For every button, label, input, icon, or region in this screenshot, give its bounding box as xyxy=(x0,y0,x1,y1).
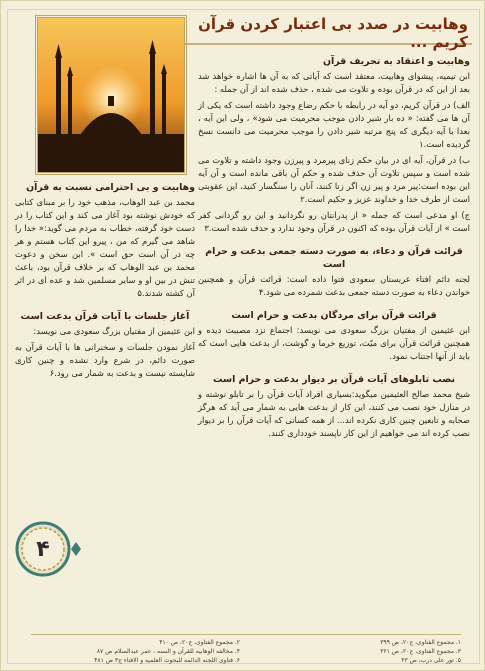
section-tahrif xyxy=(198,55,470,235)
paragraph: الف) در قرآن کریم، دو آیه در رابطه با حکم رضاع وجود داشته است که یکی از آن ها می گفته: « ده بار شیر دادن موجب محرمیت می شود» ، ولی این آیه ، بعدا با آیه دیگری که پنج مرتبه شیر دادن را موجب محرمیت می دانست نسخ گردیده است.۱ xyxy=(198,100,470,149)
footnote: ۱. مجموع الفتاوی، ج۲۰، ص ۳۹۹ xyxy=(380,639,461,646)
paragraph: ابن عثیمین از مفتیان بزرگ سعودی می نویسد: اجتماع نزد مصیبت دیده و همچنین قرائت قرآن برای میّت، توزیع خرما و گوشت، از بدعت هایی است که باید از آنها اجتناب نمود. xyxy=(198,325,470,361)
footnote: ۲. مجموع الفتاوی، ج۲۰، ص ۴۱۰ xyxy=(159,639,240,646)
paragraph: محمد بن عبد الوهاب، مذهب خود را بر مبنای کتابی که خودش نوشته بود آغاز می کند و این کتاب را در دست خود گرفته، خطاب به مردم می گوید:« خدا را شاهد می گیرم که من ، پیرو این کتاب هستم و هر چه در آن است حق است ». ابن سخن و دعوت محمد بن عبد الوهاب که بر خلاف قرآن بود، باعث تنش در بین او و سایر مسلمین شد و عده ای در اثر آن کشته شدند.۵ xyxy=(15,197,195,298)
section-heading: قرائت قرآن و دعاء، به صورت دسته جمعی بدعت و حرام است xyxy=(205,246,463,270)
paragraph: لجنه دائم افتاء عربستان سعودی فتوا داده است: قرائت قرآن و همچنین خواندن دعاء به صورت دسته جمعی بدعت شمرده می شود.۴ xyxy=(198,274,470,297)
footnote: ۶. فتاوی اللجنه الدائمه للبحوث العلمیه و الافتاء ج۳ ص ۴۸۱ xyxy=(94,657,240,664)
paragraph: ج) او مدعی است که جمله « از پدرانتان رو نگردانید و این رو گردانی کفر است » از آیات قرآن بوده که اکنون در قرآن وجود ندارد و حذف شده است.۳ xyxy=(198,210,470,233)
paragraph: آغاز نمودن جلسات و سخنرانی ها با آیات قرآن به صورت دائم، در شرع وارد نشده و چنین کاری شایسته نیست و بدعت به شمار می رود.۶ xyxy=(15,342,195,378)
section-heading: وهابیت و بی احترامی نسبت به قرآن xyxy=(26,182,195,193)
section-heading: نصب تابلوهای آیات قرآن بر دیوار بدعت و حرام است xyxy=(212,374,456,385)
footnotes xyxy=(31,634,461,664)
section-recitation-for-dead xyxy=(198,309,470,363)
paragraph: ابن عثیمین از مفتیان بزرگ سعودی می نویسد: xyxy=(33,326,195,336)
section-opening-sessions xyxy=(15,310,195,380)
section-heading: وهابیت و اعتقاد به تحریف قرآن xyxy=(323,56,470,67)
paragraph: ابن تیمیه، پیشوای وهابیت، معتقد است که آیاتی که به آن ها اشاره خواهد شد بعد از این که در قرآن بوده و تلاوت می شده ، حذف شده اند از آن جمله : xyxy=(198,71,470,94)
section-disrespect xyxy=(15,181,195,300)
page-number: ۴ xyxy=(36,536,50,562)
paragraph: ب) در قرآن، آیه ای در بیان حکم زنای پیرمرد و پیرزن وجود داشته و تلاوت می شده است و سپس تلاوت آن حذف شده و حکم آن باقی مانده است و آن آیه این بوده است:پیر مرد و پیر زن اگر زنا کنند، آنان را سنگسار کنید، این عقوبتی است از طرف خدا و خداوند عزیز و حکیم است.۲ xyxy=(198,155,470,204)
section-heading: آغاز جلسات با آیات قرآن بدعت است xyxy=(20,311,190,322)
footnote: ۵. تور علی درب، ص ۴۳ xyxy=(401,657,461,664)
section-group-recitation xyxy=(198,245,470,299)
paragraph: شیخ محمد صالح العثیمین میگوید:بسیاری افراد آیات قرآن را بر تابلو نوشته و در منازل خود نصب می کنند، این کار از بدعت هایی به شمار می آید که هرگز صحابه و تابعین چنین کاری نکرده اند... از همه کسانی که آیات قرآن را بر دیوار نصب کرده اند می خواهیم از این کار ناپسند خودداری کنند. xyxy=(198,389,470,438)
sunset-minarets-photo xyxy=(35,15,187,175)
section-heading: قرائت قرآن برای مردگان بدعت و حرام است xyxy=(231,310,437,321)
footnote: ۴. مخالفه الوهابیه للقرآن و السنه ، عمر عبدالسلام ص ۸۷ xyxy=(96,648,240,655)
left-column xyxy=(15,179,195,390)
right-column xyxy=(198,53,470,450)
ornament-icon xyxy=(71,542,81,556)
footnote: ۳. مجموع الفتاوی، ج۲۰، ص ۳۶۱ xyxy=(380,648,461,655)
section-wall-plaques xyxy=(198,373,470,440)
page-title: وهابیت در صدد بی اعتبار کردن قرآن کریم ... xyxy=(182,15,472,45)
